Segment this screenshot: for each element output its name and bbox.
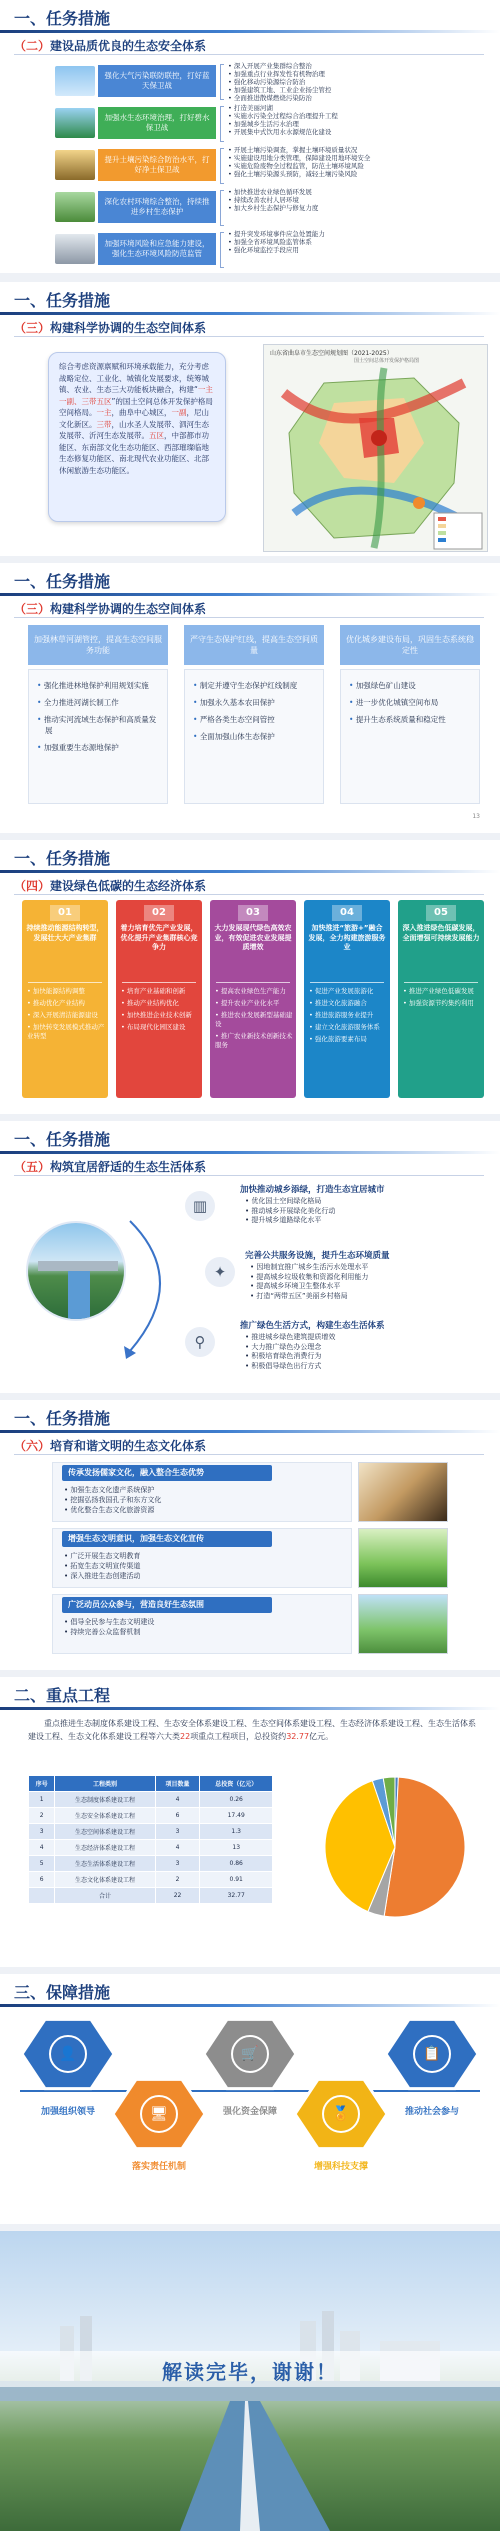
bullet-item: • 加强建筑工地、工业企业扬尘管控	[228, 86, 332, 94]
group-item: • 因地制宜推广城乡生活污水处理水平	[250, 1263, 369, 1271]
body-text: ，曲阜中心城区，	[111, 408, 172, 417]
column-item	[37, 697, 161, 708]
section-title: 一、任务措施	[14, 291, 111, 310]
culture-heading: 广泛动员公众参与，营造良好生态氛围	[62, 1597, 272, 1613]
item-text: 全力推进河湖长制工作	[43, 698, 119, 707]
group-item: • 推进城乡绿色建筑提质增效	[245, 1333, 336, 1341]
bullet-dot: •	[193, 715, 200, 724]
map-title: 山东省曲阜市生态空间规划图（2021-2025）	[270, 350, 393, 357]
group-items	[250, 1263, 490, 1301]
card-item: • 推进产业绿色低碳发展	[403, 987, 474, 995]
projects-intro: 重点推进生态制度体系建设工程、生态安全体系建设工程、生态空间体系建设工程、生态经济体系建设工程、生态生活体系建设工程、生态文化体系建设工程等六大类22项重点工程项目，总投资约32.77亿元。	[28, 1719, 476, 1741]
table-header-cell: 工程类别	[55, 1776, 155, 1792]
section-bar	[0, 870, 500, 873]
bracket	[220, 190, 224, 226]
investment-pie-chart	[320, 1772, 470, 1922]
table-cell: 3	[155, 1824, 200, 1840]
card-item: • 布局现代化园区建设	[121, 1023, 186, 1031]
item-text: 加强重要生态源地保护	[43, 743, 119, 752]
card-item: • 提高农业绿色生产能力	[215, 987, 286, 995]
group-item: • 推动城乡开展绿化美化行动	[245, 1206, 336, 1215]
table-cell: 22	[155, 1888, 200, 1904]
card-items	[215, 987, 293, 1053]
bullet-item: • 加强重点行业挥发性有机物治理	[228, 70, 325, 78]
slide-safety-system	[0, 0, 500, 273]
column-card	[184, 669, 324, 804]
table-header-row	[29, 1776, 273, 1792]
culture-photo	[358, 1594, 448, 1654]
spatial-plan-map	[263, 344, 488, 552]
table-cell: 生态文化体系建设工程	[55, 1872, 155, 1888]
group-items	[245, 1197, 485, 1226]
measure-label: 提升土壤污染综合防治水平，打好净土保卫战	[98, 149, 216, 181]
table-row	[29, 1840, 273, 1856]
table-cell: 4	[155, 1792, 200, 1808]
card-heading: 着力培育优先产业发展，优化提升产业集群核心竞争力	[120, 924, 198, 951]
culture-heading: 传承发扬儒家文化，融入整合生态优势	[62, 1465, 272, 1481]
bullet-dot: •	[37, 715, 44, 724]
card-item: • 培育产业基础和创新	[121, 987, 186, 995]
column-item	[193, 697, 317, 708]
measure-label: 加强水生态环境治理，打好碧水保卫战	[98, 107, 216, 139]
section-bar	[0, 2004, 500, 2007]
projects-table	[28, 1775, 273, 1904]
table-cell: 6	[155, 1808, 200, 1824]
body-text: 综合考虑资源禀赋和环境承载能力，充分考虑战略定位、工业化、城镇化发展要求，统筹城镇、农业、生态三大功能板块融合，构建“	[59, 362, 209, 394]
card-number: 02	[144, 905, 174, 921]
card-items	[27, 987, 105, 1044]
table-cell: 1.3	[200, 1824, 273, 1840]
teacher-icon: 📋	[423, 2046, 441, 2062]
card-number: 05	[426, 905, 456, 921]
guarantee-label: 加强组织领导	[40, 2107, 95, 2117]
column-item	[349, 680, 473, 691]
culture-item: • 倡导全民参与生态文明建设	[64, 1618, 155, 1626]
card-divider	[310, 982, 384, 983]
card-item: • 提升农业产业化水平	[215, 999, 280, 1007]
card-item: • 推进文化旅游融合	[309, 999, 367, 1007]
column-item	[349, 714, 473, 725]
bullet-item: • 加强城乡生活污水治理	[228, 120, 299, 128]
section-bar	[0, 1430, 500, 1433]
item-text: 加强永久基本农田保护	[199, 698, 275, 707]
table-cell: 合计	[55, 1888, 155, 1904]
card-items	[403, 987, 481, 1011]
bullet-dot: •	[193, 681, 200, 690]
bullet-item: • 实施危险废物全过程监管，防范土壤环境风险	[228, 162, 364, 170]
row-thumbnail	[55, 192, 95, 222]
section-bar	[0, 593, 500, 596]
card-items	[309, 987, 387, 1047]
bullet-dot: •	[349, 681, 356, 690]
group-item: • 大力推广绿色办公理念	[245, 1342, 322, 1351]
bracket	[220, 106, 224, 142]
culture-item: • 持续完善公众监督机制	[64, 1628, 141, 1636]
spatial-pattern-textbox	[48, 352, 226, 522]
card-item: • 深入开展清洁能源建设	[27, 1011, 98, 1019]
section-title: 二、重点工程	[14, 1686, 111, 1705]
guarantee-label: 推动社会参与	[404, 2107, 459, 2117]
column-header: 优化城乡建设布局，巩固生态系统稳定性	[340, 625, 480, 665]
measure-bullets	[228, 188, 488, 212]
table-cell: 1	[29, 1792, 55, 1808]
culture-item: • 深入推进生态创建活动	[64, 1572, 141, 1580]
section-title: 三、保障措施	[14, 1983, 111, 2002]
table-cell: 2	[155, 1872, 200, 1888]
slide-living-system	[0, 1121, 500, 1393]
section-bar	[0, 312, 500, 315]
culture-photo	[358, 1528, 448, 1588]
culture-items	[64, 1551, 334, 1581]
card-item: • 推动产业结构优化	[121, 999, 179, 1007]
item-text: 加强绿色矿山建设	[355, 681, 416, 690]
card-item: • 加快转变发展模式推动产业转型	[27, 1023, 105, 1040]
table-row	[29, 1824, 273, 1840]
card-item: • 加强资源节约集约利用	[403, 999, 474, 1007]
table-cell: 5	[29, 1856, 55, 1872]
culture-item: • 加强生态文化遗产系统保护	[64, 1486, 155, 1494]
table-cell: 3	[29, 1824, 55, 1840]
table-header-cell: 序号	[29, 1776, 55, 1792]
table-row	[29, 1792, 273, 1808]
bullet-item: • 加快推进农业绿色循环发展	[228, 188, 312, 196]
culture-item: • 拓宽生态文明宣传渠道	[64, 1562, 141, 1570]
bullet-item: • 打造美丽河湖	[228, 104, 273, 112]
subsection-underline	[14, 336, 484, 337]
slide-space-system-measures	[0, 563, 500, 833]
table-cell: 生态生活体系建设工程	[55, 1856, 155, 1872]
subsection-underline	[14, 1175, 484, 1176]
bullet-item: • 加大乡村生态保护与修复力度	[228, 204, 319, 212]
culture-item: • 挖掘弘扬我国孔子和东方文化	[64, 1496, 162, 1504]
group-heading: 推广绿色生活方式，构建生态生活体系	[240, 1321, 385, 1331]
table-row	[29, 1856, 273, 1872]
card-divider	[404, 982, 478, 983]
column-card	[28, 669, 168, 804]
group-item: • 积极培育绿色消费行为	[245, 1352, 322, 1360]
section-title: 一、任务措施	[14, 1409, 111, 1428]
bracket	[220, 232, 224, 268]
culture-heading: 增强生态文明意识，加强生态文化宣传	[62, 1531, 272, 1547]
table-cell: 3	[155, 1856, 200, 1872]
measure-bullets	[228, 104, 488, 136]
table-cell: 生态经济体系建设工程	[55, 1840, 155, 1856]
card-item: • 加快推进企业技术创新	[121, 1011, 192, 1019]
section-title: 一、任务措施	[14, 9, 111, 28]
card-item: • 加快能源结构调整	[27, 987, 85, 995]
measure-bullets	[228, 146, 488, 178]
slide-closing	[0, 2231, 500, 2531]
bullet-item: • 加强全省环境风险监管体系	[228, 238, 312, 246]
item-text: 强化推进林地保护利用规划实施	[43, 681, 149, 690]
item-text: 严格各类生态空间管控	[199, 715, 275, 724]
table-cell: 生态空间体系建设工程	[55, 1824, 155, 1840]
column-card	[340, 669, 480, 804]
table-row	[29, 1808, 273, 1824]
guarantee-label: 落实责任机制	[131, 2162, 186, 2172]
subsection-title: （五）构筑宜居舒适的生态生活体系	[14, 1160, 207, 1174]
bullet-item: • 提升突发环境事件应急处置能力	[228, 230, 325, 238]
subsection-underline	[14, 617, 484, 618]
cart-icon: 🛒	[241, 2046, 259, 2062]
card-heading: 持续推动能源结构转型，发展壮大大产业集群	[26, 924, 104, 942]
bullet-item: • 全面推进散煤燃烧污染防治	[228, 94, 312, 102]
bullet-item: • 强化移动污染源综合防治	[228, 78, 306, 86]
bullet-item: • 开展土壤污染调查，掌握土壤环境质量状况	[228, 146, 358, 154]
group-item: • 打造“两带五区”美丽乡村格局	[250, 1291, 348, 1300]
subsection-title: （三）构建科学协调的生态空间体系	[14, 602, 207, 616]
card-number: 03	[238, 905, 268, 921]
culture-items	[64, 1485, 334, 1515]
item-text: 进一步优化城镇空间布局	[355, 698, 439, 707]
card-divider	[28, 982, 102, 983]
subsection-title: （六）培育和谐文明的生态文化体系	[14, 1439, 207, 1453]
table-header-cell: 总投资（亿元）	[200, 1776, 273, 1792]
measure-bullets	[228, 230, 488, 254]
column-item	[193, 731, 317, 742]
group-item: • 提高城乡环境卫生整体水平	[250, 1282, 341, 1290]
column-item	[37, 714, 161, 736]
bullet-item: • 强化环境监控手段应用	[228, 246, 299, 254]
table-cell: 0.26	[200, 1792, 273, 1808]
column-item	[349, 697, 473, 708]
bullet-item: • 持续改善农村人居环境	[228, 196, 299, 204]
bracket	[220, 148, 224, 184]
card-divider	[122, 982, 196, 983]
card-number: 04	[332, 905, 362, 921]
bullet-item: • 强化土壤污染源头预防，减轻土壤污染风险	[228, 170, 358, 178]
card-item: • 推进农业发展新型基础建设	[215, 1011, 293, 1028]
monitor-icon: 🖥	[150, 2106, 168, 2122]
body-text: ”的国土空间总体开发保护格局空间格局。	[59, 396, 213, 417]
guarantee-label: 强化资金保障	[222, 2107, 277, 2117]
row-thumbnail	[55, 108, 95, 138]
measure-bullets	[228, 62, 488, 102]
card-item: • 促进产业发展旅游化	[309, 987, 374, 995]
group-heading: 加快推动城乡添绿，打造生态宜居城市	[240, 1185, 385, 1195]
bracket	[220, 64, 224, 100]
measure-label: 加强环境风险和应急能力建设，强化生态环境风险防范监管	[98, 233, 216, 265]
table-cell: 13	[200, 1840, 273, 1856]
table-row	[29, 1872, 273, 1888]
group-item: • 提升城乡道路绿化水平	[245, 1216, 322, 1224]
culture-item: • 广泛开展生态文明教育	[64, 1552, 141, 1560]
measure-label: 强化大气污染联防联控，打好蓝天保卫战	[98, 65, 216, 97]
table-cell	[29, 1888, 55, 1904]
section-title: 一、任务措施	[14, 1130, 111, 1149]
bullet-dot: •	[37, 681, 44, 690]
person-icon: 👤	[59, 2046, 77, 2062]
tools-icon: ✦	[205, 1257, 235, 1287]
building-icon: ▥	[185, 1191, 215, 1221]
card-heading: 大力发展现代绿色高效农业，有效促进农业发展提质增效	[214, 924, 292, 951]
guarantee-label: 增强科技支撑	[313, 2162, 368, 2172]
group-item: • 提高城乡垃圾收集和资源化利用能力	[250, 1272, 369, 1281]
bullet-item: • 实施建设用地分类管理，保障建设用地环境安全	[228, 154, 371, 162]
section-bar	[0, 1707, 500, 1710]
card-item: • 推广农业新技术创新技术服务	[215, 1032, 293, 1049]
slide-economy-system	[0, 840, 500, 1114]
column-item	[37, 680, 161, 691]
subsection-underline	[14, 54, 484, 55]
item-text: 全面加强山体生态保护	[199, 732, 275, 741]
highlight-text: 一副	[171, 408, 187, 417]
subsection-title: （三）构建科学协调的生态空间体系	[14, 321, 207, 335]
table-cell: 2	[29, 1808, 55, 1824]
subsection-underline	[14, 1454, 484, 1455]
table-cell: 生态制度体系建设工程	[55, 1792, 155, 1808]
card-heading: 深入推进绿色低碳发展，全面增强可持续发展能力	[402, 924, 480, 942]
item-text: 提升生态系统质量和稳定性	[355, 715, 446, 724]
row-thumbnail	[55, 150, 95, 180]
certificate-icon: 🏅	[332, 2106, 350, 2122]
table-header-cell: 项目数量	[155, 1776, 200, 1792]
map-graphic	[264, 363, 489, 553]
card-number: 01	[50, 905, 80, 921]
culture-item: • 优化整合生态文化旅游资源	[64, 1506, 155, 1514]
culture-photo	[358, 1462, 448, 1522]
bullet-item: • 实施水污染全过程综合治理提升工程	[228, 112, 338, 120]
slide-culture-system	[0, 1400, 500, 1670]
slide-key-projects	[0, 1677, 500, 1967]
bicycle-icon: ⚲	[185, 1327, 215, 1357]
section-title: 一、任务措施	[14, 572, 111, 591]
card-items	[121, 987, 199, 1035]
closing-text: 解读完毕，谢谢！	[162, 2360, 338, 2384]
bullet-dot: •	[193, 732, 200, 741]
bullet-dot: •	[193, 698, 200, 707]
table-cell: 32.77	[200, 1888, 273, 1904]
item-text: 制定并遵守生态保护红线制度	[199, 681, 298, 690]
highlight-text: 三带	[96, 419, 112, 429]
highlight-text: 一主一副、三带五区	[59, 385, 213, 406]
column-header: 严守生态保护红线，提高生态空间质量	[184, 625, 324, 665]
body-text: ，山水圣人发展带、泗河生态发展带、沂河生态发展带。	[59, 419, 209, 440]
table-cell: 4	[155, 1840, 200, 1856]
measure-label: 深化农村环境综合整治，持续推进乡村生态保护	[98, 191, 216, 223]
card-heading: 加快推进“旅游+”融合发展，全力构建旅游服务业	[308, 924, 386, 951]
slide-space-system-map	[0, 282, 500, 556]
column-item	[193, 714, 317, 725]
group-item: • 优化国土空间绿化格局	[245, 1197, 322, 1205]
table-cell: 6	[29, 1872, 55, 1888]
body-text: ，尼山文化新区。	[59, 408, 209, 429]
bullet-dot: •	[37, 698, 44, 707]
subsection-underline	[14, 894, 484, 895]
section-bar	[0, 30, 500, 33]
table-cell: 0.91	[200, 1872, 273, 1888]
column-header: 加强林草河湖管控，提高生态空间服务功能	[28, 625, 168, 665]
table-cell: 4	[29, 1840, 55, 1856]
card-divider	[216, 982, 290, 983]
table-cell: 0.86	[200, 1856, 273, 1872]
row-thumbnail	[55, 66, 95, 96]
slide-guarantees	[0, 1974, 500, 2224]
bullet-dot: •	[37, 743, 44, 752]
bullet-item: • 开展集中式饮用水水源规范化建设	[228, 128, 332, 136]
card-item: • 强化旅游要素布局	[309, 1035, 367, 1043]
group-heading: 完善公共服务设施，提升生态环境质量	[245, 1251, 390, 1261]
bullet-dot: •	[349, 715, 356, 724]
bullet-item: • 深入开展产业集群综合整治	[228, 62, 312, 70]
group-items	[245, 1333, 485, 1371]
section-bar	[0, 1151, 500, 1154]
column-item	[37, 742, 161, 753]
bullet-dot: •	[349, 698, 356, 707]
page-number: 13	[472, 813, 480, 820]
table-row	[29, 1888, 273, 1904]
row-thumbnail	[55, 234, 95, 264]
column-item	[193, 680, 317, 691]
table-cell: 17.49	[200, 1808, 273, 1824]
subsection-title: （四）建设绿色低碳的生态经济体系	[14, 879, 207, 893]
body-text: ，中部都市功能区、东南部文化生态功能区、西部璀璨临地生态修复功能区、南北现代农业功能区、北部休闲旅游生态功能区。	[59, 431, 209, 475]
map-legend-title: 国土空间总体开发保护格局图	[354, 358, 420, 364]
table-cell: 生态安全体系建设工程	[55, 1808, 155, 1824]
subsection-title: （二）建设品质优良的生态安全体系	[14, 39, 207, 53]
item-text: 推动实河流域生态保护和高质量发展	[43, 715, 157, 735]
highlight-text: 一主	[96, 408, 112, 417]
group-item: • 积极倡导绿色出行方式	[245, 1361, 322, 1370]
section-title: 一、任务措施	[14, 849, 111, 868]
card-item: • 推进旅游服务业提升	[309, 1011, 374, 1019]
card-item: • 推动优化产业结构	[27, 999, 85, 1007]
card-item: • 建立文化旅游服务体系	[309, 1023, 380, 1031]
culture-items	[64, 1617, 334, 1637]
highlight-text: 五区	[149, 431, 164, 440]
